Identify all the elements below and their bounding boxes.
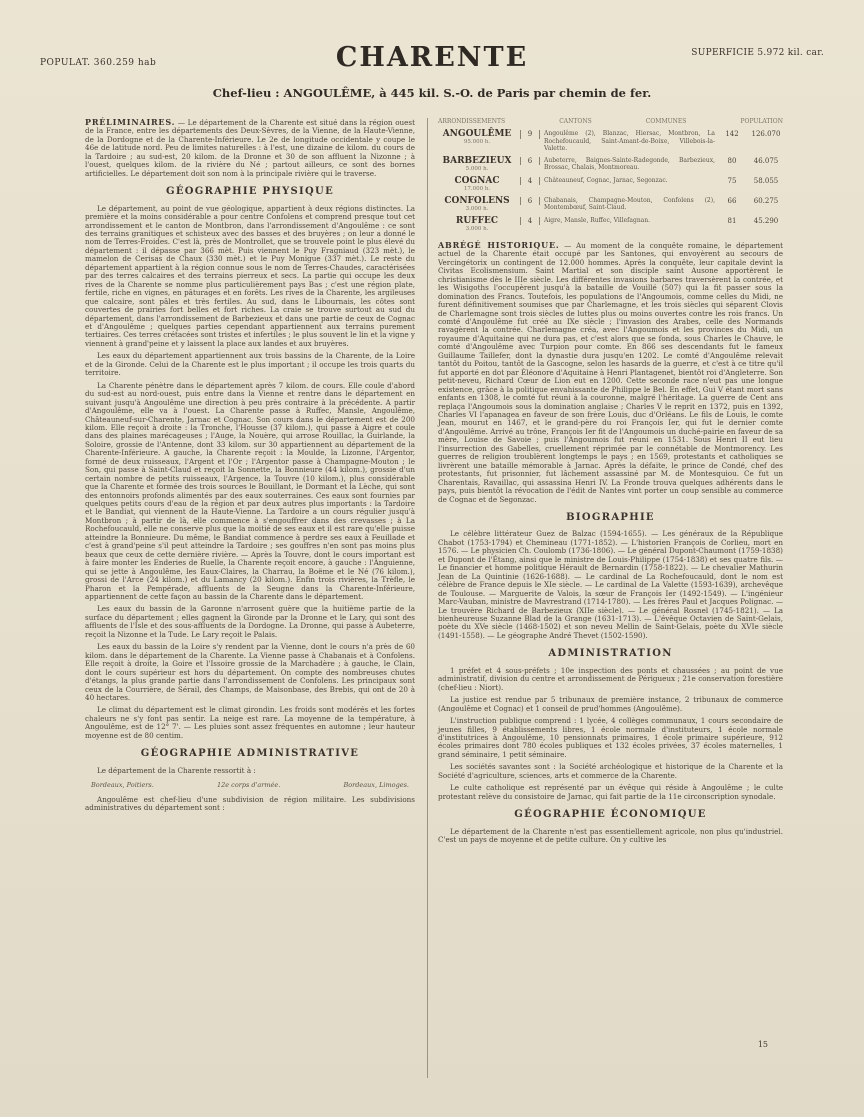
arrondissement-pop: 3.000 h. <box>465 205 489 212</box>
population-count: 60.275 <box>753 196 779 205</box>
administration-paragraph-1: 1 préfet et 4 sous-préfets ; 10e inspection des ponts et chaussées ; au point de vue administratif, division du centre et arrondissement de Périgueux ; 21e conservation forestière (chef-lieu : Niort). <box>438 665 783 692</box>
chef-lieu-subtitle: Chef-lieu : ANGOULÊME, à 445 kil. S.-O. de Paris par chemin de fer. <box>212 86 652 100</box>
ressort-item: 12e corps d'armée. <box>217 781 281 790</box>
population-count: 58.055 <box>753 176 779 185</box>
administration-paragraph-5: Le culte catholique est représenté par un évêque qui réside à Angoulême ; le culte protestant relève du consistoire de Jarnac, qui fait partie de la 11e circonscription synodale. <box>438 783 783 801</box>
commune-count: 66 <box>727 196 737 205</box>
preliminaires-text: — Le département de la Charente est situé dans la région ouest de la France, entre les départements des Deux-Sèvres, de la Vienne, de la Haute-Vienne, de la Dordogne et de la Charente-Inférieure. Le 2e de longitude occidentale y coupe le 46e de latitude nord. Peu de limites naturelles : à l'est, une dizaine de kilom. du cours de la Tardoire ; au sud-est, 20 kilom. de la Dronne et 30 de son affluent la Nizonne ; à l'ouest, quelques kilom. de la rivière du Né ; partout ailleurs, ce sont des bornes artificielles. Le département doit son nom à la principale rivière qui le traverse. <box>85 118 415 178</box>
geo-phys-paragraph-6: Le climat du département est le climat girondin. Les froids sont modérés et les fortes chaleurs ne s'y font pas sentir. La neige est rare. La moyenne de la température, à Angoulême, est de 12° 7'. — Les pluies sont assez fréquentes en automne ; leur hauteur moyenne est de 80 centim. <box>85 705 415 740</box>
left-column <box>85 118 415 817</box>
canton-list: Angoulême (2), Blanzac, Hiersac, Montbron, La Rochefoucauld, Saint-Amant-de-Boixe, Villebois-la-Valette. <box>544 130 715 153</box>
geo-admin-paragraph: Angoulême est chef-lieu d'une subdivision de région militaire. Les subdivisions administratives du département sont : <box>85 794 415 813</box>
arrondissement-row <box>438 197 783 213</box>
administration-paragraph-3: L'instruction publique comprend : 1 lycée, 4 collèges communaux, 1 cours secondaire de jeunes filles, 9 établissements libres, 1 école normale d'instituteurs, 1 école normale d'institutrices à Angoulême, 10 pensionnats primaires, 1 école primaire supérieure, 912 écoles primaires dont 780 écoles publiques et 132 écoles privées, 37 écoles maternelles, 1 grand séminaire, 1 petit séminaire. <box>438 716 783 759</box>
arrondissement-name: ANGOULÊME 95.000 h. <box>438 130 516 146</box>
administration-paragraph-4: Les sociétés savantes sont : la Société archéologique et historique de la Charente et la Société d'agriculture, sciences, arts et commerce de la Charente. <box>438 762 783 780</box>
geo-phys-paragraph-3: La Charente pénètre dans le département après 7 kilom. de cours. Elle coule d'abord du sud-est au nord-ouest, puis entre dans la Vienne et rentre dans le département en suivant jusqu'à Angoulême une direction à peu près contraire à la précédente. A partir d'Angoulême, elle va à l'ouest. La Charente passe à Ruffec, Mansle, Angoulême, Châteauneuf-sur-Charente, Jarnac et Cognac. Son cours dans le département est de 200 kilom. Elle reçoit à droite : la Tronche, l'Housse (37 kilom.), qui passe à Aigre et coule dans des plaines marécageuses ; l'Auge, la Nouère, qui arrose Rouillac, la Guirlande, la Soloire, grossie de l'Antenne, dont 33 kilom. sur 30 appartiennent au département de la Charente-Inférieure. A gauche, la Charente reçoit : la Moulde, la Lizonne, l'Argentor, formé de deux ruisseaux, l'Argent et l'Or ; l'Argentor passe à Champagne-Mouton ; le Son, qui passe à Saint-Claud et reçoit la Sonnette, la Bonnieure (44 kilom.), grossie d'un certain nombre de petits ruisseaux, l'Argence, la Touvre (10 kilom.), plus considérable que la Charente et formée des trois sources le Bouillant, le Dormant et la Lèche, qui sont des entonnoirs profonds alimentés par des eaux souterraines. Ces eaux sont fournies par quelques petits cours d'eau de la région et par deux autres plus importants : la Tardoire et le Bandiat, qui viennent de la Haute-Vienne. La Tardoire a un cours régulier jusqu'à Montbron ; à partir de là, elle commence à s'engouffrer dans des crevasses ; à La Rochefoucauld, elle ne conserve plus que la moitié de ses eaux et il est rare qu'elle puisse atteindre la Bonnieure. Du même, le Bandiat commence à perdre ses eaux à Feuillade et c'est à grand'peine s'il peut atteindre la Tardoire ; ses gouffres n'en sont pas moins plus beaux que ceux de cette dernière rivière. — Après la Touvre, dont le cours important est à faire monter les Enderies de Ruelle, la Charente reçoit encore, à gauche : l'Anguienne, qui se jette à Angoulême, les Eaux-Claires, la Charrau, la Boëme et le Né (76 kilom.), grossi de l'Arce (24 kilom.) et du Lamancy (20 kilom.). Enfin trois rivières, la Trèfle, le Pharon et la Pempérade, affluents de la Seugne dans la Charente-Inférieure, appartiennent de cette façon au bassin de la Charente dans le département. <box>85 380 415 602</box>
canton-list: Chabanais, Champagne-Mouton, Confolens (2), Montembœuf, Saint-Claud. <box>544 196 715 212</box>
column-header: CANTONS <box>559 118 592 125</box>
column-header: POPULATION <box>740 118 783 125</box>
page-number: 15 <box>757 1040 768 1049</box>
population-count: 126.070 <box>751 130 781 139</box>
administration-paragraph-2: La justice est rendue par 5 tribunaux de première instance, 2 tribunaux de commerce (Angoulême et Cognac) et 1 conseil de prud'hommes (Angoulême). <box>438 695 783 713</box>
arrondissement-name: COGNAC 17.000 h. <box>438 177 516 193</box>
canton-list: Châteauneuf, Cognac, Jarnac, Segonzac. <box>544 176 668 184</box>
geo-admin-intro: Le département de la Charente ressortit à : <box>97 765 256 775</box>
arrondissement-row <box>438 130 783 153</box>
arrondissement-name: RUFFEC 3.000 h. <box>438 217 516 233</box>
canton-count: 9 <box>520 130 540 138</box>
histoire-lead: ABRÉGÉ HISTORIQUE. <box>438 239 560 250</box>
canton-count: 6 <box>520 197 540 205</box>
population-label: POPULAT. 360.259 hab <box>40 58 157 68</box>
canton-list: Aubeterre, Baignes-Sainte-Radegonde, Barbezieux, Brossac, Chalais, Montmoreau. <box>544 156 715 172</box>
biographie-paragraph: Le célèbre littérateur Guez de Balzac (1594-1655). — Les généraux de la République Chabot (1753-1794) et Chemineau (1771-1852). — L'historien François de Corlieu, mort en 1576. — Le physicien Ch. Coulomb (1736-1806). — Le général Dupont-Chaumont (1759-1838) et Dupont de l'Étang, ainsi que le ministre de Louis-Philippe (1754-1838) et ses quatre fils. — Le financier et homme politique Hérault de Bernardin (1758-1822). — Le chevalier Mathurin Jean de La Quintinie (1626-1688). — Le cardinal de La Rochefoucauld, dont le nom est célèbre de France depuis le XIe siècle. — Le cardinal de La Valette (1593-1639), archevêque de Toulouse. — Marguerite de Valois, la sœur de François Ier (1492-1549). — L'ingénieur Marc-Vauban, ministre de Mavrestrand (1714-1780). — Les frères Paul et Jacques Polignac. — Le trouvère Richard de Barbezieux (XIIe siècle). — Le général Rosnel (1745-1821). — La bienheureuse Suzanne Blad de la Grange (1631-1713). — L'évêque Octavien de Saint-Gelais, poète du XVe siècle (1468-1502) et son neveu Mellin de Saint-Gelais, poète du XVIe siècle (1491-1558). — Le géographe André Thevet (1502-1590). <box>438 529 783 640</box>
ressort-list <box>85 781 415 789</box>
geo-phys-paragraph-4: Les eaux du bassin de la Garonne n'arrosent guère que la huitième partie de la surface du département ; elles gagnent la Gironde par la Dronne et le Lary, qui sont des affluents de l'Isle et des sous-affluents de la Dordogne. La Dronne, qui passe à Aubeterre, reçoit la Nizonne et la Tude. Le Lary reçoit le Palais. <box>85 604 415 639</box>
geo-phys-paragraph-2: Les eaux du département appartiennent aux trois bassins de la Charente, de la Loire et de la Gironde. Celui de la Charente est le plus important ; il occupe les trois quarts du territoire. <box>85 351 415 378</box>
canton-count: 6 <box>520 157 540 165</box>
commune-count: 142 <box>725 130 739 139</box>
biographie-heading: BIOGRAPHIE <box>566 512 655 523</box>
arrondissement-row <box>438 217 783 233</box>
canton-count: 4 <box>520 177 540 185</box>
arrondissement-pop: 17.000 h. <box>463 185 491 192</box>
population-count: 45.290 <box>753 216 779 225</box>
arrondissements-table-header <box>438 118 783 126</box>
arrondissement-pop: 95.000 h. <box>463 139 491 146</box>
commune-count: 80 <box>727 156 737 165</box>
geo-eco-paragraph: Le département de la Charente n'est pas essentiellement agricole, non plus qu'industriel. C'est un pays de moyenne et de petite culture. On y cultive les <box>438 826 783 845</box>
ressort-item: Bordeaux, Limoges. <box>343 781 409 790</box>
ressort-item: Bordeaux, Poitiers. <box>91 781 154 790</box>
superficie-label: SUPERFICIE 5.972 kil. car. <box>691 48 824 58</box>
geographie-economique-heading: GÉOGRAPHIE ÉCONOMIQUE <box>514 809 707 821</box>
histoire-text: — Au moment de la conquête romaine, le département actuel de la Charente était occupé par les Santones, qui envoyèrent au secours de Vercingétorix un contingent de 12.000 hommes. Après la conquête, leur capitale devint la Civitas Ecolismensium. Saint Martial et son disciple saint Ausone apportèrent le christianisme dès le IIIe siècle. Les différentes invasions barbares traversèrent la contrée, et les Wisigoths l'occupèrent jusqu'à la bataille de Vouillé (507) qui la fit passer sous la domination des Francs. Toutefois, les populations de l'Angoumois, comme celles du Midi, ne furent définitivement soumises que par Charlemagne, et les trois siècles qui séparent Clovis de Charlemagne sont trois siècles de luttes plus ou moins ouvertes contre les rois francs. Un comté d'Angoulême fut créé au IXe siècle ; l'invasion des Arabes, celle des Normands ravagèrent la contrée. Charlemagne créa, avec l'Angoumois et les provinces du Midi, un royaume d'Aquitaine qui ne dura pas, et c'est alors que se fonda, sous Charles le Chauve, le comté d'Angoulême avec Turpion pour comte. En 866 ses descendants fut le fameux Guillaume Taillefer, dont la dynastie dura jusqu'en 1202. Le comté d'Angoulême relevait tantôt du Poitou, tantôt de la Gascogne, selon les hasards de la guerre, et c'est à ce titre qu'il fut apporté en dot par Éléonore d'Aquitaine à Henri Plantagenet, bientôt roi d'Angleterre. Son petit-neveu, Richard Cœur de Lion eut en 1200. Cette seconde race n'eut pas une longue existence, grâce à la politique envahissante de Philippe le Bel. En effet, Gui V étant mort sans enfants en 1308, le comté fut réuni à la couronne, malgré l'héritage. La guerre de Cent ans replaça l'Angoumois sous la domination anglaise ; Charles V le reprit en 1372, puis en 1392, Charles VI l'apanagea en faveur de son frère Louis, duc d'Orléans. Le fils de Louis, le comte Jean, mourut en 1467, et le grand-père du roi François Ier, qui fut le dernier comte d'Angoulême. Arrivé au trône, François Ier fit de l'Angoumois un duché-pairie en faveur de sa mère, Louise de Savoie ; puis l'Angoumois fut réuni en 1531. Sous Henri II eut lieu l'insurrection des Gabelles, cruellement réprimée par le connétable de Montmorency. Les guerres de religion troublèrent longtemps le pays ; en 1569, protestants et catholiques se livrèrent une bataille mémorable à Jarnac. Après la défaite, le prince de Condé, chef des protestants, fut prisonnier, fut lâchement assassiné par M. de Montesquiou. Ce fut un Charentais, Ravaillac, qui assassina Henri IV. La Fronde trouva quelques adhérents dans le pays, puis bientôt la révocation de l'édit de Nantes vint porter un coup sensible au commerce de Cognac et de Segonzac. <box>438 240 783 504</box>
geo-phys-paragraph-5: Les eaux du bassin de la Loire s'y rendent par la Vienne, dont le cours n'a près de 60 kilom. dans le département de la Charente. La Vienne passe à Chabanais et à Confolens. Elle reçoit à droite, la Goire et l'Issoire grossie de la Marchadère ; à gauche, le Clain, dont le cours supérieur est hors du département. On compte des nombreuses chutes d'étangs, la plus grande partie dans l'arrondissement de Confolens. Les principaux sont ceux de la Courrière, de Sérail, des Champs, de Maisonbase, des Brebis, qui ont de 20 à 40 hectares. <box>85 642 415 702</box>
histoire-paragraph <box>438 241 783 504</box>
commune-count: 81 <box>727 216 737 225</box>
administration-heading: ADMINISTRATION <box>548 648 673 660</box>
preliminaires-lead: PRÉLIMINAIRES. <box>85 117 176 127</box>
right-column <box>438 118 783 849</box>
arrondissement-name: CONFOLENS 3.000 h. <box>438 197 516 213</box>
preliminaires-paragraph <box>85 118 415 178</box>
geographie-physique-heading: GÉOGRAPHIE PHYSIQUE <box>166 186 334 198</box>
geographie-administrative-heading: GÉOGRAPHIE ADMINISTRATIVE <box>140 748 360 760</box>
arrondissement-pop: 5.000 h. <box>465 165 489 172</box>
column-divider <box>427 118 428 1078</box>
arrondissement-pop: 3.000 h. <box>465 225 489 232</box>
population-count: 46.075 <box>753 156 779 165</box>
arrondissement-row <box>438 157 783 173</box>
canton-list: Aigre, Mansle, Ruffec, Villefagnan. <box>544 216 651 224</box>
commune-count: 75 <box>727 176 737 185</box>
geo-phys-paragraph-1: Le département, au point de vue géologique, appartient à deux régions distinctes. La première et la moins considérable a pour centre Confolens et comprend presque tout cet arrondissement et le canton de Montbron, dans l'arrondissement d'Angoulême : ce sont des terrains granitiques et schisteux avec des basses et des bruyères ; on leur a donné le nom de Terres-Froides. C'est là, près de Montrollet, que se trouvele point le plus élevé du département : il dépasse par 366 mèt. Puis viennent le Puy Fragniaud (323 mèt.), le mamelon de Cerisas de Chaux (330 mèt.) et le Puy Monigue (337 mèt.). Le reste du département appartient à la région connue sous le nom de Terres-Chaudes, caractérisées par des terres calcaires et des terrains pierreux et secs. La partie qui occupe les deux rives de la Charente se nomme plus particulièrement pays Bas ; c'est une région plate, fertile, riche en vignes, en pâturages et en forêts. Les rives de la Charente, les argileuses que calcaire, sont pâles et très fertiles. Au sud, dans le Libournais, les côtes sont couvertes de prairies fort belles et fort riches. La craie se trouve surtout au sud du département, dans l'arrondissement de Barbezieux et dans une partie de ceux de Cognac et d'Angoulême ; quelques parties cependant appartiennent aux terrains purement tertiaires. Ces terres crétacées sont tristes et infertiles ; le plus souvent le lin et la vigne y viennent à grand'peine et y laissent la place aux landes et aux bruyères. <box>85 203 415 348</box>
column-header: COMMUNES <box>645 118 687 125</box>
arrondissement-row <box>438 177 783 193</box>
column-header: ARRONDISSEMENTS <box>438 118 506 125</box>
canton-count: 4 <box>520 217 540 225</box>
arrondissement-name: BARBEZIEUX 5.000 h. <box>438 157 516 173</box>
page-title: CHARENTE <box>335 42 529 73</box>
